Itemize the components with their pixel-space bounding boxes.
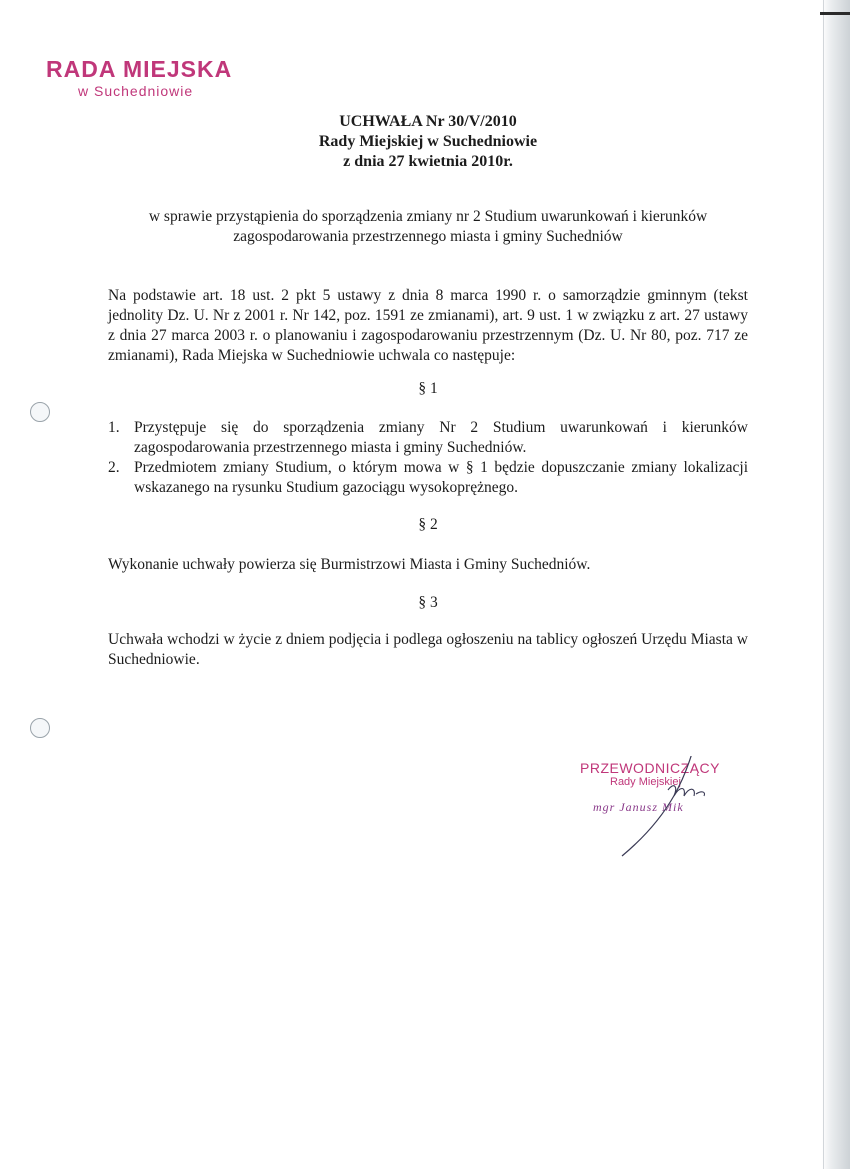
stamp-line-1: RADA MIEJSKA (46, 56, 233, 82)
section-1-points (108, 418, 748, 498)
section-3-text: Uchwała wchodzi w życie z dniem podjęcia i podlega ogłoszeniu na tablicy ogłoszeń Urzędu Miasta w Suchedniowie. (108, 631, 748, 668)
resolution-title: UCHWAŁA Nr 30/V/2010 (339, 113, 517, 130)
stamp-line-2: w Suchedniowie (78, 83, 194, 99)
signature-title: PRZEWODNICZĄCY (580, 760, 720, 776)
resolution-subject: w sprawie przystąpienia do sporządzenia zmiany nr 2 Studium uwarunkowań i kierunków zagospodarowania przestrzennego miasta i gminy Suchedniów (148, 208, 708, 245)
council-stamp (46, 56, 246, 100)
resolution-date: z dnia 27 kwietnia 2010r. (343, 153, 513, 170)
list-item (108, 458, 748, 498)
handwritten-signature (560, 756, 760, 866)
chairman-signature-block (560, 756, 760, 866)
scan-edge-mark (820, 12, 850, 15)
scan-edge-line (823, 0, 824, 1169)
punch-hole-bottom (30, 718, 50, 738)
punch-hole-top (30, 402, 50, 422)
scan-edge-shadow (822, 0, 850, 1169)
list-item-text: Przystępuje się do sporządzenia zmiany Nr 2 Studium uwarunkowań i kierunków zagospodarowania przestrzennego miasta i gminy Suchedniów. (134, 419, 748, 456)
section-1-heading: § 1 (418, 380, 438, 397)
section-3-heading: § 3 (418, 594, 438, 611)
list-item-number: 1. (108, 419, 120, 436)
resolution-issuer: Rady Miejskiej w Suchedniowie (318, 133, 538, 150)
section-2-text: Wykonanie uchwały powierza się Burmistrzowi Miasta i Gminy Suchedniów. (108, 556, 591, 573)
signature-body: Rady Miejskiej (610, 776, 681, 788)
list-item (108, 418, 748, 458)
section-2-heading: § 2 (418, 516, 438, 533)
list-item-text: Przedmiotem zmiany Studium, o którym mowa w § 1 będzie dopuszczanie zmiany lokalizacji wskazanego na rysunku Studium gazociągu wysokoprężnego. (134, 459, 748, 496)
resolution-header (200, 112, 656, 172)
signature-name: mgr Janusz Mik (593, 800, 684, 814)
legal-basis-paragraph: Na podstawie art. 18 ust. 2 pkt 5 ustawy z dnia 8 marca 1990 r. o samorządzie gminnym (tekst jednolity Dz. U. Nr z 2001 r. Nr 142, poz. 1591 ze zmianami), art. 9 ust. 1 w związku z art. 27 ustawy z dnia 27 marca 2003 r. o planowaniu i zagospodarowaniu przestrzennym (Dz. U. Nr 80, poz. 717 ze zmianami), Rada Miejska w Suchedniowie uchwala co następuje: (108, 287, 748, 364)
list-item-number: 2. (108, 459, 120, 476)
